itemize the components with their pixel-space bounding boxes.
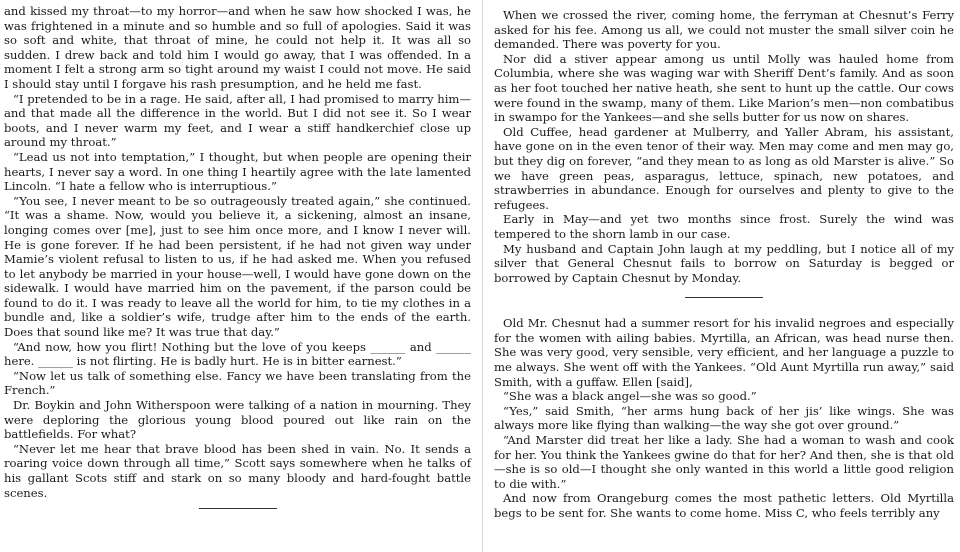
paragraph: “And Marster did treat her like a lady. She had a woman to wash and cook for her. You think the Yankees gwine do that for her? And then, she is that old—she is so old—I thought she only wanted in this world a little good religion to die with.”	[494, 433, 954, 491]
paragraph: Early in May—and yet two months since frost. Surely the wind was tempered to the shorn lamb in our case.	[494, 212, 954, 241]
page-gutter	[482, 0, 483, 552]
paragraph: “You see, I never meant to be so outrageously treated again,” she continued. “It was a shame. Now, would you believe it, a sickening, almost an insane, longing comes over [me], just to see him once more, and I know I never will. He is gone forever. If he had been persistent, if he had not given way under Mamie’s violent refusal to listen to us, if he had asked me. When you refused to let anybody be married in your house—well, I would have gone down on the sidewalk. I would have married him on the pavement, if the parson could be found to do it. I was ready to leave all the world for him, to tie my clothes in a bundle and, like a soldier’s wife, trudge after him to the ends of the earth. Does that sound like me? It was true that day.”	[4, 193, 471, 340]
left-page-column	[4, 4, 471, 517]
paragraph: and kissed my throat—to my horror—and when he saw how shocked I was, he was frightened in a minute and so humble and so full of apologies. Said it was so soft and white, that throat of mine, he could not help it. It was all so sudden. I drew back and told him I would go away, that I was offended. In a moment I felt a strong arm so tight around my waist I could not move. He said I should stay until I forgave his rash presumption, and he held me fast.	[4, 4, 471, 91]
paragraph: “She was a black angel—she was so good.”	[503, 389, 757, 404]
right-page-column	[494, 8, 954, 521]
paragraph: Nor did a stiver appear among us until Molly was hauled home from Columbia, where she was waging war with Sheriff Dent’s family. And as soon as her foot touched her native heath, she sent to hunt up the cattle. Our cows were found in the swamp, many of them. Like Marion’s men—non combatibus in swampo for the Yankees—and she sells butter for us now on shares.	[494, 51, 954, 125]
paragraph: Old Mr. Chesnut had a summer resort for his invalid negroes and especially for the women with ailing babies. Myrtilla, an African, was head nurse then. She was very good, very sensible, very efficient, and her language a puzzle to me always. She went off with the Yankees. “Old Aunt Myrtilla run away,” said Smith, with a guffaw. Ellen [said],	[494, 316, 954, 389]
paragraph: Dr. Boykin and John Witherspoon were talking of a nation in mourning. They were deploring the glorious young blood poured out like rain on the battlefields. For what?	[4, 398, 471, 442]
paragraph: “Now let us talk of something else. Fancy we have been translating from the French.”	[4, 368, 471, 398]
paragraph: My husband and Captain John laugh at my peddling, but I notice all of my silver that General Chesnut fails to borrow on Saturday is begged or borrowed by Captain Chesnut by Monday.	[494, 241, 954, 285]
paragraph: “Never let me hear that brave blood has been shed in vain. No. It sends a roaring voice down through all time,” Scott says somewhere when he talks of his gallant Scots stiff and stark on so many bloody and hard-fought battle scenes.	[4, 441, 471, 500]
paragraph: “Lead us not into temptation,” I thought, but when people are opening their hearts, I never say a word. In one thing I heartily agree with the late lamented Lincoln. “I hate a fellow who is interruptious.”	[4, 149, 471, 194]
section-divider	[199, 508, 277, 509]
paragraph: “I pretended to be in a rage. He said, after all, I had promised to marry him—and that made all the difference in the world. But I did not see it. So I wear boots, and I never warm my feet, and I wear a stiff handkerchief close up around my throat.”	[4, 91, 471, 150]
paragraph: “Yes,” said Smith, “her arms hung back of her jis’ like wings. She was always more like flying than walking—the way she got over ground.”	[494, 403, 954, 433]
paragraph: “And now, how you flirt! Nothing but the love of you keeps ______ and ______ here. ______ is not flirting. He is badly hurt. He is in bitter earnest.”	[4, 339, 471, 369]
paragraph: When we crossed the river, coming home, the ferryman at Chesnut’s Ferry asked for his fee. Among us all, we could not muster the small silver coin he demanded. There was poverty for you.	[494, 8, 954, 52]
section-divider	[685, 297, 763, 298]
paragraph: Old Cuffee, head gardener at Mulberry, and Yaller Abram, his assistant, have gone on in the even tenor of their way. Men may come and men may go, but they dig on forever, “and they mean to as long as old Marster is alive.” So we have green peas, asparagus, lettuce, spinach, new potatoes, and strawberries in abundance. Enough for ourselves and plenty to give to the refugees.	[494, 124, 954, 212]
paragraph: And now from Orangeburg comes the most pathetic letters. Old Myrtilla begs to be sent for. She wants to come home. Miss C, who feels terribly any	[494, 491, 954, 520]
